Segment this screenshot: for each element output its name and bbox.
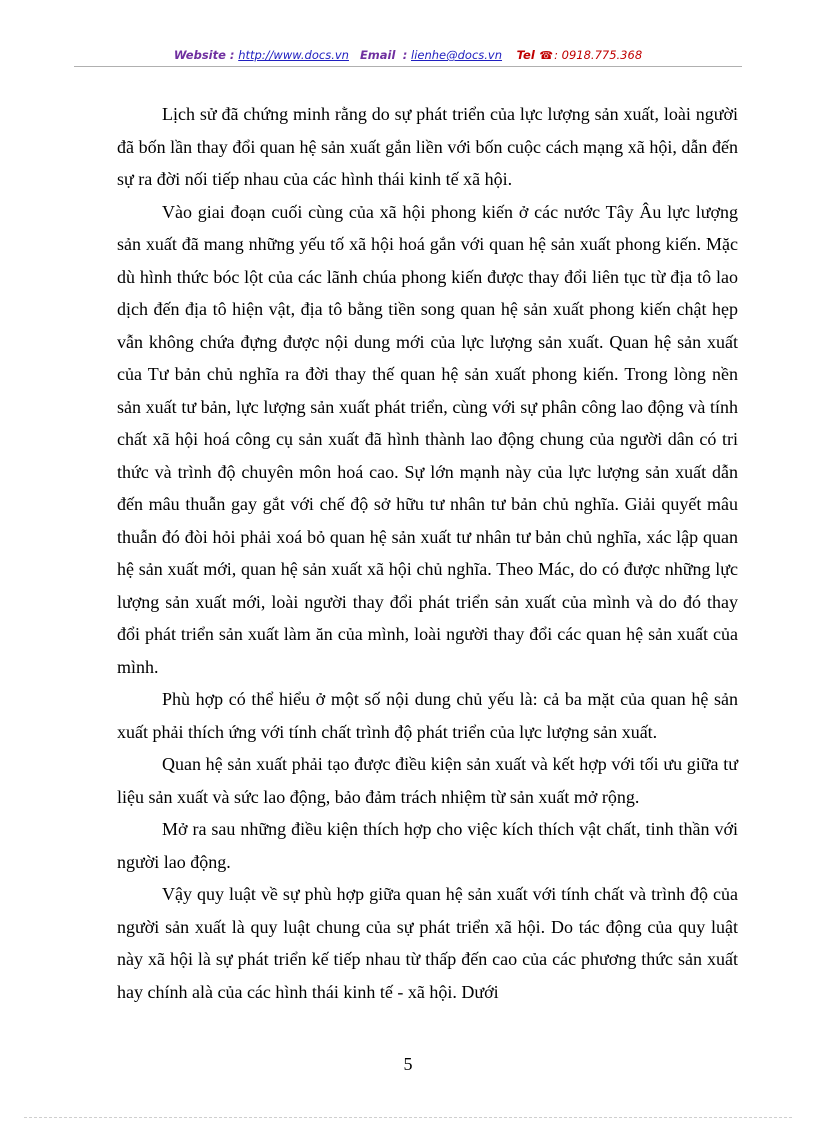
- page-bottom-border: [24, 1117, 792, 1118]
- email-link[interactable]: lienhe@docs.vn: [411, 48, 503, 62]
- paragraph: Quan hệ sản xuất phải tạo được điều kiện sản xuất và kết hợp với tối ưu giữa tư liệu sản xuất và sức lao động, bảo đảm trách nhiệm từ sản xuất mở rộng.: [117, 754, 738, 807]
- tel-label: Tel: [516, 48, 535, 62]
- paragraph: Lịch sử đã chứng minh rằng do sự phát triển của lực lượng sản xuất, loài người đã bốn lần thay đổi quan hệ sản xuất gắn liền với bốn cuộc cách mạng xã hội, dẫn đến sự ra đời nối tiếp nhau của các hình thái kinh tế xã hội.: [117, 104, 738, 189]
- website-label: Website :: [173, 48, 235, 62]
- header-divider: [74, 66, 742, 67]
- email-separator: :: [402, 48, 408, 62]
- paragraph: Vậy quy luật về sự phù hợp giữa quan hệ sản xuất với tính chất và trình độ của người sản xuất là quy luật chung của sự phát triển xã hội. Do tác động của quy luật này xã hội là sự phát triển kế tiếp nhau từ thấp đến cao của các phương thức sản xuất hay chính alà của các hình thái kinh tế - xã hội. Dưới: [117, 884, 738, 1002]
- email-label: Email: [359, 48, 396, 62]
- body-text: [117, 98, 738, 1008]
- phone-icon: ☎: [539, 49, 554, 62]
- website-link[interactable]: http://www.docs.vn: [238, 48, 349, 62]
- paragraph: Mở ra sau những điều kiện thích hợp cho việc kích thích vật chất, tinh thần với người lao động.: [117, 819, 738, 872]
- page-header: [0, 48, 816, 62]
- paragraph: Phù hợp có thể hiểu ở một số nội dung chủ yếu là: cả ba mặt của quan hệ sản xuất phải thích ứng với tính chất trình độ phát triển của lực lượng sản xuất.: [117, 689, 738, 742]
- page-number: 5: [403, 1054, 413, 1074]
- paragraph: Vào giai đoạn cuối cùng của xã hội phong kiến ở các nước Tây Âu lực lượng sản xuất đã mang những yếu tố xã hội hoá gắn với quan hệ sản xuất phong kiến. Mặc dù hình thức bóc lột của các lãnh chúa phong kiến được thay đổi liên tục từ địa tô lao dịch đến địa tô hiện vật, địa tô bằng tiền song quan hệ sản xuất phong kiến chật hẹp vẫn không chứa đựng được nội dung mới của lực lượng sản xuất. Quan hệ sản xuất của Tư bản chủ nghĩa ra đời thay thế quan hệ sản xuất phong kiến. Trong lòng nền sản xuất tư bản, lực lượng sản xuất phát triển, cùng với sự phân công lao động và tính chất xã hội hoá công cụ sản xuất đã hình thành lao động chung của người dân có tri thức và trình độ chuyên môn hoá cao. Sự lớn mạnh này của lực lượng sản xuất dẫn đến mâu thuẫn gay gắt với chế độ sở hữu tư nhân tư bản chủ nghĩa. Giải quyết mâu thuẫn đó đòi hỏi phải xoá bỏ quan hệ sản xuất tư nhân tư bản chủ nghĩa, xác lập quan hệ sản xuất mới, quan hệ sản xuất xã hội chủ nghĩa. Theo Mác, do có được những lực lượng sản xuất mới, loài người thay đổi phát triển sản xuất của mình và do đó thay đổi phát triển sản xuất làm ăn của mình, loài người thay đổi các quan hệ sản xuất của mình.: [117, 201, 738, 677]
- phone-number: : 0918.775.368: [554, 48, 643, 62]
